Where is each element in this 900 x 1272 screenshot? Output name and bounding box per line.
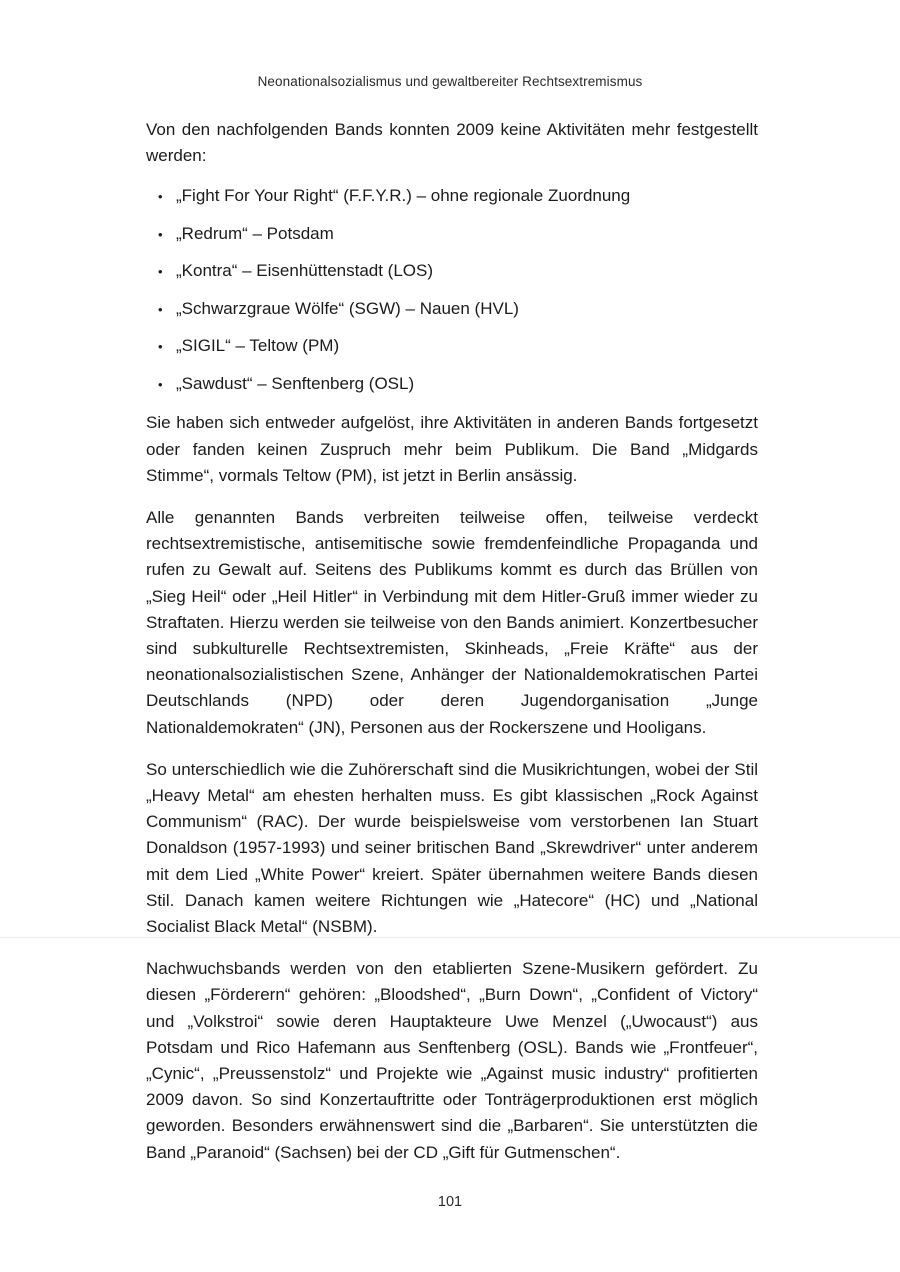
running-header: Neonationalsozialismus und gewaltbereiter Rechtsextremismus [257, 74, 643, 89]
list-item-text: „Redrum“ – Potsdam [176, 223, 334, 243]
bullet-icon: • [158, 376, 163, 392]
paragraph-young-bands: Nachwuchsbands werden von den etablierten Szene-Musikern gefördert. Zu diesen „Förderern“ gehören: „Bloodshed“, „Burn Down“, „Confident of Victory“ und „Volkstroi“ sowie deren Hauptakteure Uwe Menzel („Uwocaust“) aus Potsdam und Rico Hafemann aus Senftenberg (OSL). Bands wie „Frontfeuer“, „Cynic“, „Preussenstolz“ und Projekte wie „Against music industry“ profitierten 2009 davon. So sind Konzertauftritte oder Tonträgerproduktionen erst möglich geworden. Besonders erwähnenswert sind die „Barbaren“. Sie unterstützten die Band „Paranoid“ (Sachsen) bei der CD „Gift für Gutmenschen“. [146, 959, 758, 1162]
paragraph-music-styles: So unterschiedlich wie die Zuhörerschaft sind die Musikrichtungen, wobei der Stil „Heavy Metal“ am ehesten herhalten muss. Es gibt klassischen „Rock Against Communism“ (RAC). Der wurde beispielsweise vom verstorbenen Ian Stuart Donaldson (1957-1993) und seiner britischen Band „Skrewdriver“ unter anderem mit dem Lied „White Power“ kreiert. Später übernahmen weitere Bands diesen Stil. Danach kamen weitere Richtungen wie „Hatecore“ (HC) und „National Socialist Black Metal“ (NSBM). [146, 759, 758, 937]
list-item-text: „SIGIL“ – Teltow (PM) [176, 336, 340, 356]
intro-paragraph: Von den nachfolgenden Bands konnten 2009 keine Aktivitäten mehr festgestellt werden: [146, 120, 758, 166]
paragraph-bands-status: Sie haben sich entweder aufgelöst, ihre Aktivitäten in anderen Bands fortgesetzt oder fanden keinen Zuspruch mehr beim Publikum. Die Band „Midgards Stimme“, vormals Teltow (PM), ist jetzt in Berlin ansässig. [146, 413, 758, 485]
bullet-icon: • [158, 226, 163, 242]
list-item [146, 177, 758, 215]
page-body [146, 117, 758, 1166]
list-item [146, 290, 758, 328]
bullet-icon: • [158, 189, 163, 205]
bullet-icon: • [158, 301, 163, 317]
list-item [146, 365, 758, 403]
scan-artifact-line [0, 937, 900, 938]
paragraph-propaganda: Alle genannten Bands verbreiten teilweise offen, teilweise verdeckt rechtsextremistische, antisemitische sowie fremdenfeindliche Propaganda und rufen zu Gewalt auf. Seitens des Publikums kommt es durch das Brüllen von „Sieg Heil“ oder „Heil Hitler“ in Verbindung mit dem Hitler-Gruß immer wieder zu Straftaten. Hierzu werden sie teilweise von den Bands animiert. Konzertbesucher sind subkulturelle Rechtsextremisten, Skinheads, „Freie Kräfte“ aus der neonationalsozialistischen Szene, Anhänger der Nationaldemokratischen Partei Deutschlands (NPD) oder deren Jugendorganisation „Junge Nationaldemokraten“ (JN), Personen aus der Rockerszene und Hooligans. [146, 508, 758, 737]
list-item [146, 215, 758, 253]
list-item-text: „Schwarzgraue Wölfe“ (SGW) – Nauen (HVL) [176, 298, 519, 318]
list-item [146, 252, 758, 290]
page-number: 101 [437, 1194, 463, 1210]
list-item-text: „Kontra“ – Eisenhüttenstadt (LOS) [176, 261, 434, 281]
bullet-icon: • [158, 339, 163, 355]
bullet-icon: • [158, 264, 163, 280]
list-item-text: „Sawdust“ – Senftenberg (OSL) [176, 373, 415, 393]
list-item-text: „Fight For Your Right“ (F.F.Y.R.) – ohne regionale Zuordnung [176, 186, 631, 206]
band-list [146, 177, 758, 402]
list-item [146, 327, 758, 365]
